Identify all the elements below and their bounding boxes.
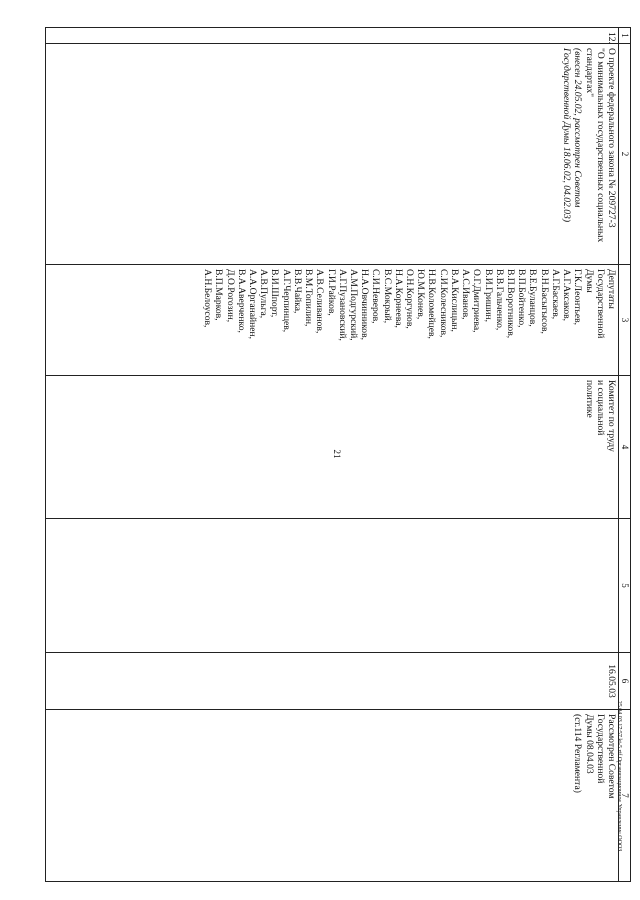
author-line: Г.К.Леонтьев,: [572, 269, 584, 326]
author-line: В.И.Гришин,: [482, 269, 494, 323]
author-line: В.С.Мокрый,: [381, 269, 393, 324]
author-line: А.М.Подгурский,: [347, 269, 359, 341]
header-col-2: 2: [619, 44, 631, 265]
author-line: В.В.Чайка,: [291, 269, 303, 314]
author-line: В.А.Аверченко,: [235, 269, 247, 333]
committee-line: Комитет по труду: [606, 380, 617, 452]
document-page: [25, 27, 631, 881]
author-line: Ю.М.Конев,: [415, 269, 427, 320]
author-line: Государственной: [594, 269, 606, 339]
author-line: В.П.Марков,: [213, 269, 225, 321]
header-col-4: 4: [619, 376, 631, 519]
column-5-cell: [46, 519, 619, 653]
author-line: В.П.Бойтенко,: [516, 269, 528, 328]
header-col-7: 7: [619, 710, 631, 882]
status-line: Рассмотрен Советом: [606, 714, 617, 799]
author-line: О.Г.Дмитриева,: [471, 269, 483, 333]
bill-note-line: (внесен 24.05.02, рассмотрен Советом: [572, 48, 584, 208]
author-line: Д.О.Рогозин,: [224, 269, 236, 323]
author-line: А.Г.Пузановский,: [336, 269, 348, 341]
responsible-committee: [46, 376, 619, 519]
row-number: 12.: [46, 28, 619, 44]
bill-title-line: "О минимальных государственных социальных: [594, 48, 606, 243]
author-line: С.И.Колесников,: [437, 269, 449, 338]
author-line: В.П.Воротников,: [505, 269, 517, 339]
date-cell: 16.05.03: [46, 653, 619, 710]
author-line: В.М.Топилин,: [303, 269, 315, 327]
author-line: А.В.Пульга,: [258, 269, 270, 319]
author-line: А.В.Селиванов,: [314, 269, 326, 334]
author-line: О.Н.Коргунов,: [404, 269, 416, 329]
committee-line: и социальной: [594, 380, 606, 436]
header-col-6: 6: [619, 653, 631, 710]
author-line: А.Н.Белоусов,: [202, 269, 214, 328]
header-col-3: 3: [619, 265, 631, 376]
footer-text: 25.04.03 17:57 kt-5.rtf Организационное Управление ОООЗ: [616, 700, 622, 852]
author-line: А.Г.Черпинцев,: [280, 269, 292, 333]
header-col-1: 1: [619, 28, 631, 44]
author-line: Н.В.Коломейцев,: [426, 269, 438, 339]
author-line: Н.А.Овчинников,: [359, 269, 371, 341]
author-line: В.И.Шпорт,: [269, 269, 281, 318]
author-line: С.И.Неверов,: [370, 269, 382, 324]
author-line: А.А.Органайнен,: [247, 269, 258, 340]
author-line: В.А.Кислицын,: [448, 269, 460, 332]
page-number: 21: [332, 449, 342, 459]
author-line: Депутаты: [606, 269, 617, 309]
header-col-5: 5: [619, 519, 631, 653]
status-cell: [46, 710, 619, 882]
author-line: Думы: [583, 269, 595, 293]
bill-note-line: Государственной Думы 18.06.02, 04.02.03): [561, 48, 573, 223]
bill-title-line: стандартах": [583, 48, 595, 98]
author-line: В.Е.Буланцов,: [527, 269, 539, 327]
author-line: В.Н.Басыгысов,: [538, 269, 550, 334]
status-line: (ст.114 Регламента): [572, 714, 584, 793]
author-line: Н.А.Корнеева,: [392, 269, 404, 328]
author-line: А.С.Иванов,: [460, 269, 472, 320]
author-line: Г.И.Райков,: [325, 269, 337, 316]
bills-table: [45, 27, 631, 882]
status-line: Думы 08.04.03: [583, 714, 595, 774]
rotated-table-container: [25, 27, 631, 881]
bill-description: [46, 44, 619, 265]
committee-line: политике: [583, 380, 595, 418]
author-line: В.В.Гальченко,: [493, 269, 505, 331]
bill-authors: [46, 265, 619, 376]
bill-title-line: О проекте федерального закона № 209727-3: [606, 48, 617, 228]
author-line: А.Г.Баскаев,: [549, 269, 561, 320]
author-line: А.Г.Аксаков,: [561, 269, 573, 322]
table-row: [46, 28, 619, 882]
status-line: Государственной: [594, 714, 606, 784]
table-header-row: [619, 28, 631, 882]
